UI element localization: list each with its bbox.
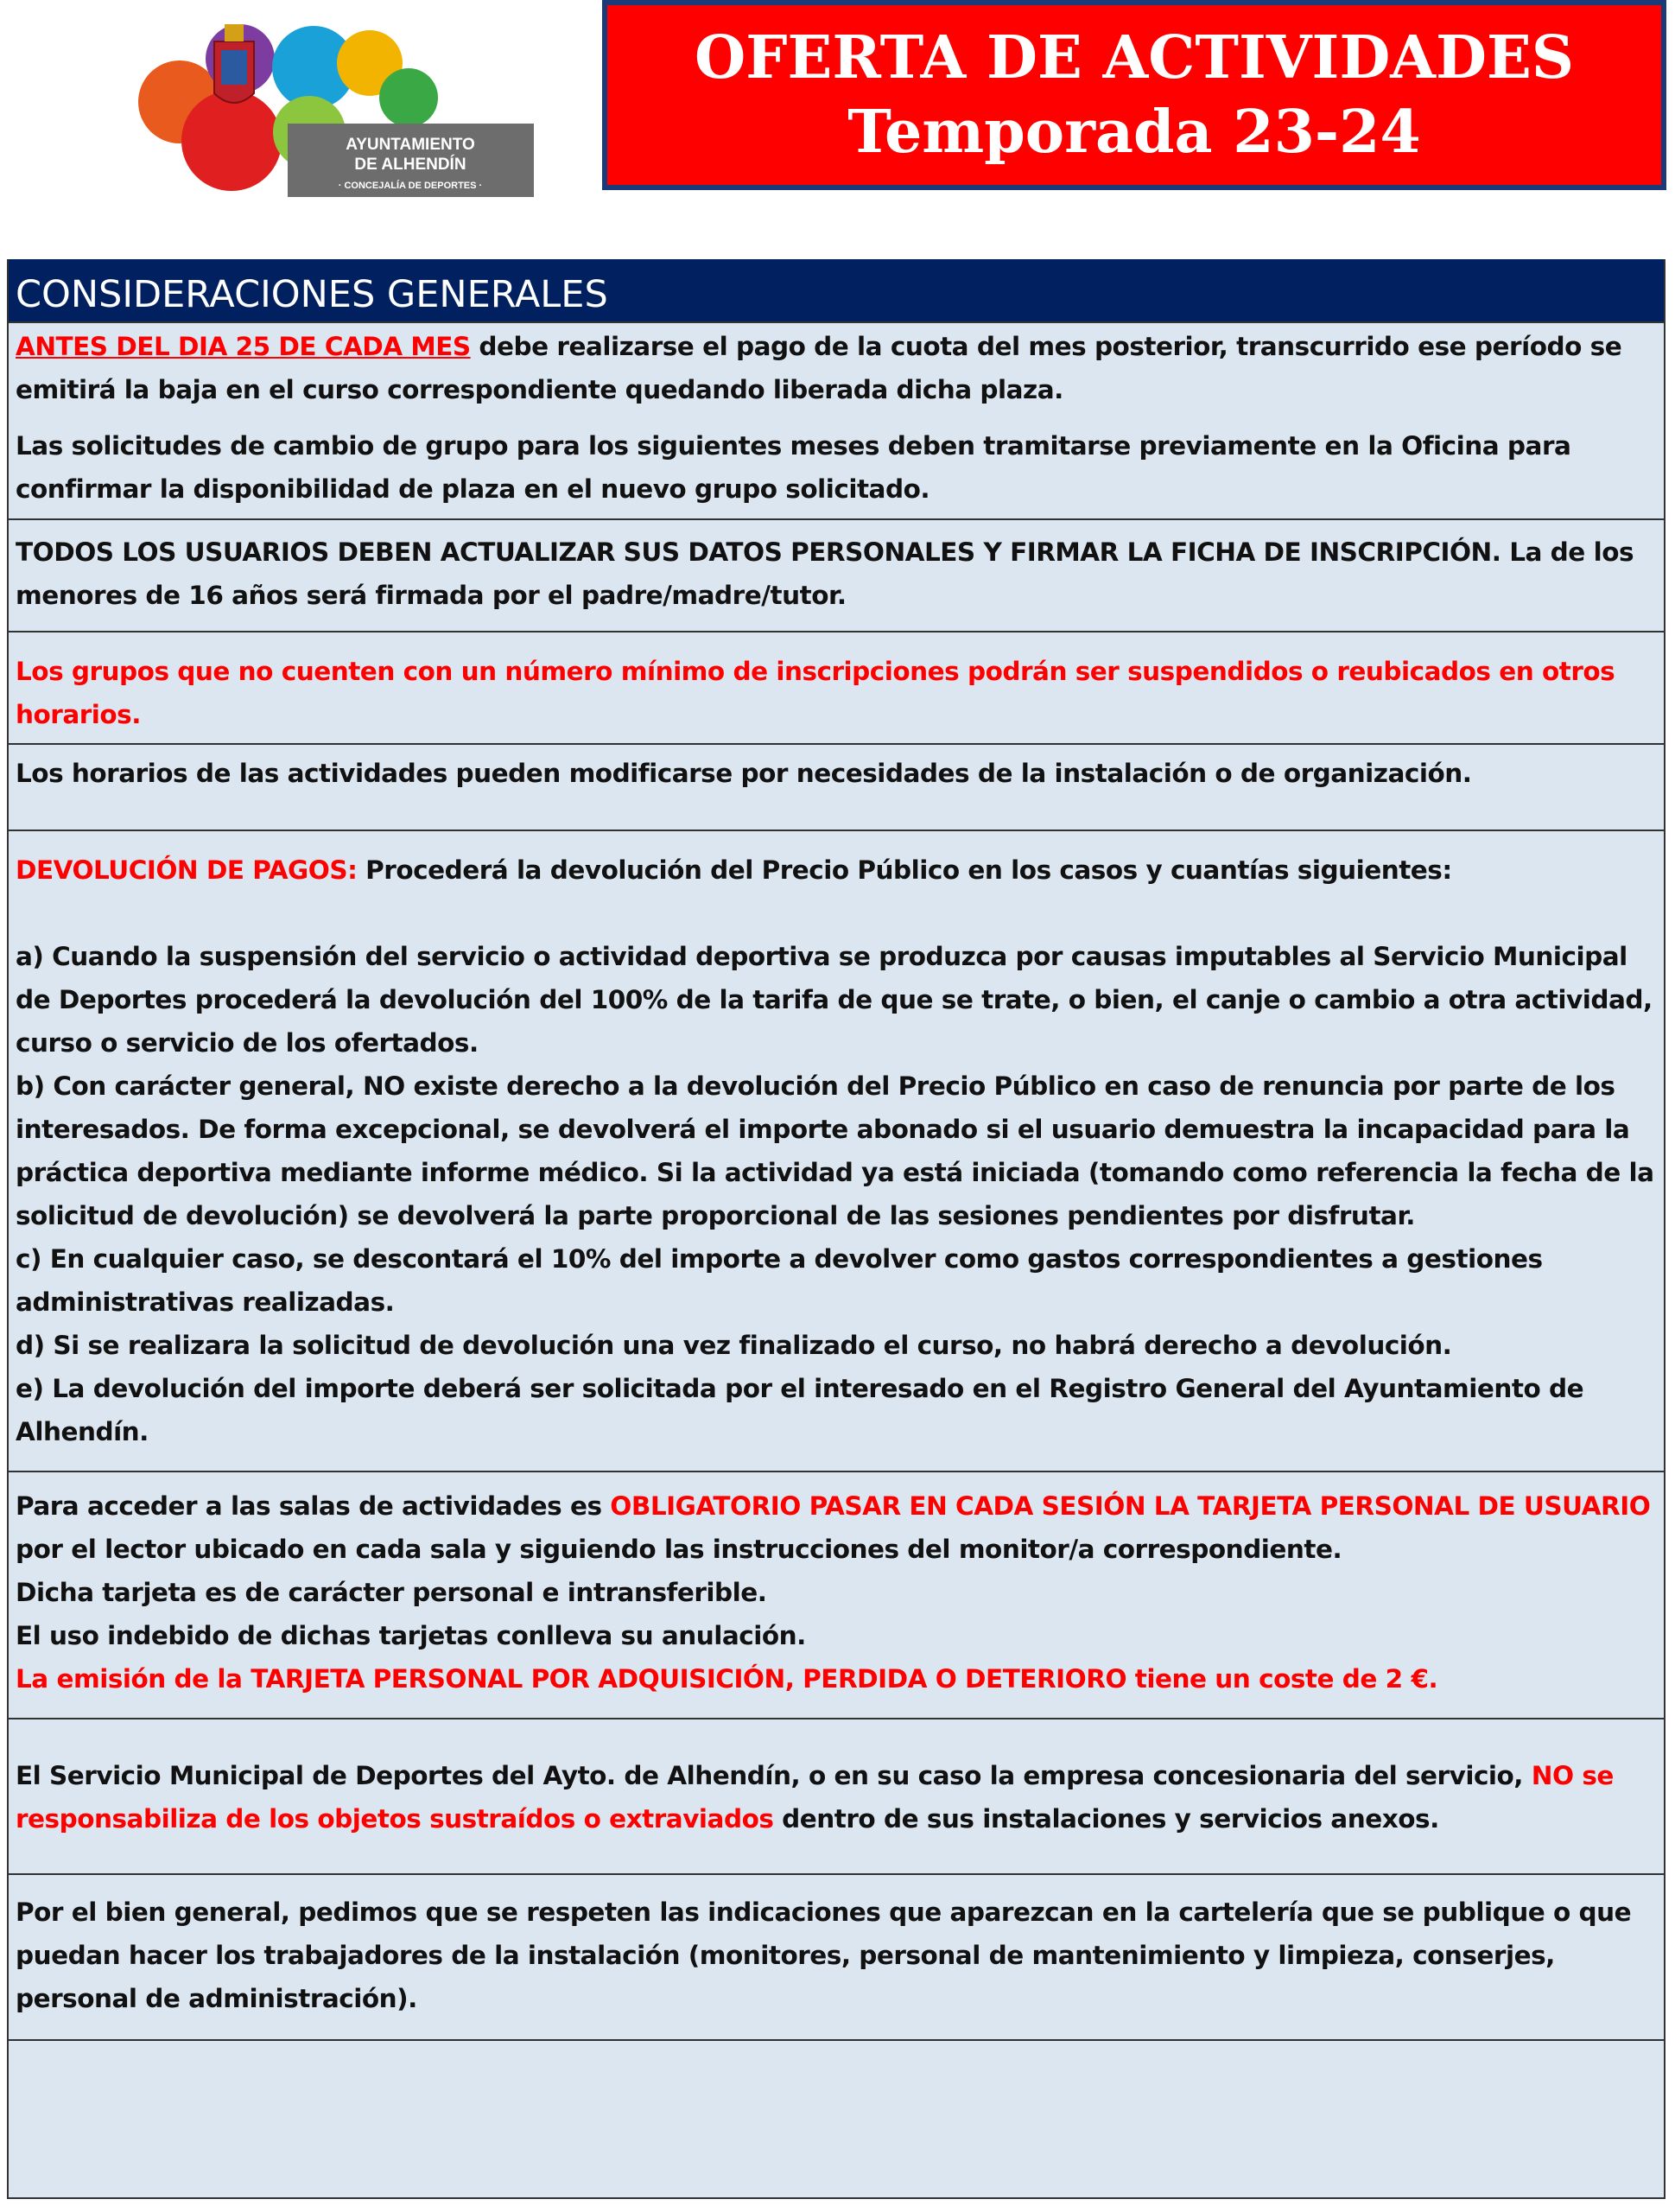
minimum-groups-text: Los grupos que no cuenten con un número mínimo de inscripciones podrán ser suspendidos o reubicados en otros horarios.: [16, 657, 1615, 729]
considerations-table: [7, 259, 1665, 2199]
minimum-groups-cell: [9, 631, 1664, 743]
logo: [111, 16, 538, 197]
user-card-lead: Para acceder a las salas de actividades es: [16, 1491, 611, 1521]
refund-item-e: e) La devolución del importe deberá ser solicitada por el interesado en el Registro General del Ayuntamiento de Alhendín.: [16, 1374, 1584, 1446]
liability-rest: dentro de sus instalaciones y servicios anexos.: [773, 1804, 1439, 1834]
logo-line1: AYUNTAMIENTO: [346, 136, 475, 154]
user-card-text: [16, 1484, 1657, 1571]
user-card-line2: Dicha tarjeta es de carácter personal e intransferible.: [16, 1578, 767, 1607]
group-change-text: Las solicitudes de cambio de grupo para los siguientes meses deben tramitarse previamente en la Oficina para confirmar la disponibilidad de plaza en el nuevo grupo solicitado.: [16, 431, 1571, 504]
registration-cell: [9, 518, 1664, 631]
user-card-line3: El uso indebido de dichas tarjetas conlleva su anulación.: [16, 1621, 806, 1650]
empty-cell: [9, 2039, 1664, 2169]
liability-lead: El Servicio Municipal de Deportes del Ayto. de Alhendín, o en su caso la empresa concesionaria del servicio,: [16, 1761, 1532, 1790]
signage-cell: [9, 1873, 1664, 2039]
user-card-cell: [9, 1471, 1664, 1718]
liability-highlight: NO se responsabiliza de los objetos sustraídos o extraviados: [16, 1761, 1614, 1834]
liability-text: [16, 1754, 1657, 1840]
refunds-intro-text: Procederá la devolución del Precio Público en los casos y cuantías siguientes:: [357, 855, 1452, 885]
signage-text: Por el bien general, pedimos que se respeten las indicaciones que aparezcan en la cartelería que se publique o que puedan hacer los trabajadores de la instalación (monitores, personal de mantenimiento y limpieza, conserjes, personal de administración).: [16, 1897, 1632, 2013]
title-box: [602, 0, 1666, 190]
payment-deadline: ANTES DEL DIA 25 DE CADA MES: [16, 332, 471, 361]
registration-text: TODOS LOS USUARIOS DEBEN ACTUALIZAR SUS DATOS PERSONALES Y FIRMAR LA FICHA DE INSCRIPCIÓN. La de los menores de 16 años será firmada por el padre/madre/tutor.: [16, 537, 1634, 610]
logo-line3: · CONCEJALÍA DE DEPORTES ·: [338, 181, 483, 191]
refunds-label: DEVOLUCIÓN DE PAGOS:: [16, 855, 358, 885]
title-line1: OFERTA DE ACTIVIDADES: [695, 23, 1574, 92]
refunds-intro: [16, 849, 1657, 892]
user-card-cost: La emisión de la TARJETA PERSONAL POR ADQUISICIÓN, PERDIDA O DETERIORO tiene un coste de 2 €.: [16, 1664, 1438, 1694]
liability-cell: [9, 1718, 1664, 1873]
logo-line2: DE ALHENDÍN: [354, 156, 466, 174]
title-line2: Temporada 23-24: [847, 98, 1421, 167]
schedule-text: Los horarios de las actividades pueden modificarse por necesidades de la instalación o de organización.: [16, 759, 1472, 788]
section-title: CONSIDERACIONES GENERALES: [9, 259, 1664, 321]
payment-text: [16, 325, 1657, 411]
refund-item-d: d) Si se realizara la solicitud de devolución una vez finalizado el curso, no habrá derecho a devolución.: [16, 1331, 1452, 1360]
refund-item-c: c) En cualquier caso, se descontará el 10% del importe a devolver como gastos correspondientes a gestiones administrativas realizadas.: [16, 1244, 1543, 1317]
refund-item-b: b) Con carácter general, NO existe derecho a la devolución del Precio Público en caso de renuncia por parte de los interesados. De forma excepcional, se devolverá el importe abonado si el usuario demuestra la incapacidad para la práctica deportiva mediante informe médico. Si la actividad ya está iniciada (tomando como referencia la fecha de la solicitud de devolución) se devolverá la parte proporcional de las sesiones pendientes por disfrutar.: [16, 1071, 1654, 1230]
payment-cell: [9, 321, 1664, 518]
user-card-rest: por el lector ubicado en cada sala y siguiendo las instrucciones del monitor/a correspondiente.: [16, 1535, 1342, 1564]
refund-item-a: a) Cuando la suspensión del servicio o actividad deportiva se produzca por causas imputables al Servicio Municipal de Deportes procederá la devolución del 100% de la tarifa de que se trate, o bien, el canje o cambio a otra actividad, curso o servicio de los ofertados.: [16, 942, 1653, 1058]
schedule-cell: [9, 743, 1664, 830]
payment-rest: debe realizarse el pago de la cuota del mes posterior, transcurrido ese período se emitirá la baja en el curso correspondiente quedando liberada dicha plaza.: [16, 332, 1622, 404]
refunds-cell: [9, 830, 1664, 1471]
user-card-highlight: OBLIGATORIO PASAR EN CADA SESIÓN LA TARJETA PERSONAL DE USUARIO: [610, 1491, 1651, 1521]
